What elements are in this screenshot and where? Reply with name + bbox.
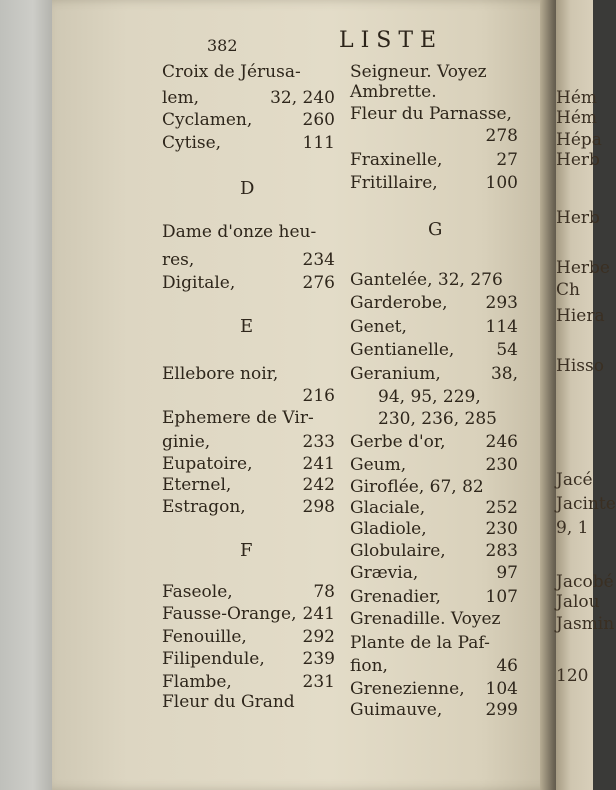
entry-pages: 100 xyxy=(485,173,518,193)
running-title: LISTE xyxy=(339,28,444,53)
entry-text: lem, xyxy=(162,88,200,108)
index-entry xyxy=(162,497,335,517)
entry-pages: 111 xyxy=(302,133,335,153)
index-entry xyxy=(162,222,335,242)
entry-pages: 32, 240 xyxy=(270,88,335,108)
adjacent-page-fragment: Jacinte xyxy=(556,494,616,514)
index-entry xyxy=(162,649,335,669)
entry-text: Plante de la Paf- xyxy=(350,633,490,653)
entry-text: Estragon, xyxy=(162,497,246,517)
entry-text: Guimauve, xyxy=(350,700,443,720)
entry-text: Filipendule, xyxy=(162,649,265,669)
adjacent-page-fragment: Hépa xyxy=(556,130,602,150)
entry-text: Gantelée, 32, 276 xyxy=(350,270,503,290)
index-entry xyxy=(162,110,335,130)
index-entry xyxy=(350,270,518,290)
entry-text: Faseole, xyxy=(162,582,233,602)
entry-pages: 241 xyxy=(302,604,335,624)
entry-text: Cytise, xyxy=(162,133,222,153)
entry-pages: 246 xyxy=(485,432,518,452)
index-entry xyxy=(350,293,518,313)
adjacent-page-fragment: Hém xyxy=(556,108,598,128)
entry-pages: 230 xyxy=(485,455,518,475)
entry-pages: 231 xyxy=(302,672,335,692)
entry-text: Fenouille, xyxy=(162,627,247,647)
index-entry xyxy=(350,104,518,124)
entry-text: Dame d'onze heu- xyxy=(162,222,317,242)
entry-text: 230, 236, 285 xyxy=(378,409,497,429)
entry-text: Fausse-Orange, xyxy=(162,604,297,624)
index-entry xyxy=(162,692,335,712)
index-entry xyxy=(162,133,335,153)
entry-text: Ellebore noir, xyxy=(162,364,279,384)
index-entry xyxy=(350,126,518,146)
entry-text: Glaciale, xyxy=(350,498,426,518)
index-entry xyxy=(162,273,335,293)
entry-pages: 114 xyxy=(485,317,518,337)
entry-pages: 283 xyxy=(485,541,518,561)
entry-pages: 299 xyxy=(485,700,518,720)
adjacent-page-fragment: Hém xyxy=(556,88,598,108)
index-entry xyxy=(162,604,335,624)
adjacent-page-fragment: Herbe xyxy=(556,258,610,278)
entry-text: Giroflée, 67, 82 xyxy=(350,477,484,497)
entry-text: Grenadier, xyxy=(350,587,441,607)
entry-text: Gentianelle, xyxy=(350,340,455,360)
entry-text: Gladiole, xyxy=(350,519,427,539)
adjacent-page-fragment: Jalou xyxy=(556,592,600,612)
index-entry xyxy=(350,633,518,653)
entry-pages: 104 xyxy=(485,679,518,699)
index-entry xyxy=(350,150,518,170)
entry-pages: 46 xyxy=(496,656,518,676)
adjacent-page-fragment: Herb xyxy=(556,208,600,228)
entry-text: Geranium, xyxy=(350,364,441,384)
entry-text: Croix de Jérusa- xyxy=(162,62,301,82)
index-entry xyxy=(350,409,518,429)
entry-pages: 252 xyxy=(485,498,518,518)
entry-pages: 216 xyxy=(302,386,335,406)
entry-text: Seigneur. Voyez xyxy=(350,62,487,82)
index-entry xyxy=(350,364,518,384)
entry-pages: 298 xyxy=(302,497,335,517)
adjacent-page-fragment: Jasmin xyxy=(556,614,615,634)
entry-text: Grenezienne, xyxy=(350,679,465,699)
entry-pages: 239 xyxy=(302,649,335,669)
entry-text: Eternel, xyxy=(162,475,232,495)
entry-pages: 38, xyxy=(490,364,518,384)
entry-text: Fleur du Parnasse, xyxy=(350,104,512,124)
entry-pages: 233 xyxy=(302,432,335,452)
adjacent-page-fragment: Jacé xyxy=(556,470,593,490)
index-entry xyxy=(350,340,518,360)
entry-text: Grenadille. Voyez xyxy=(350,609,501,629)
index-entry xyxy=(350,541,518,561)
index-entry xyxy=(350,679,518,699)
entry-text: Garderobe, xyxy=(350,293,448,313)
index-entry xyxy=(350,455,518,475)
entry-pages: 27 xyxy=(496,150,518,170)
index-entry xyxy=(350,700,518,720)
index-entry xyxy=(350,173,518,193)
entry-text: fion, xyxy=(350,656,388,676)
index-entry xyxy=(162,386,335,406)
index-entry xyxy=(162,672,335,692)
entry-pages: 230 xyxy=(485,519,518,539)
section-letter: D xyxy=(240,178,255,199)
entry-pages: 278 xyxy=(485,126,518,146)
index-entry xyxy=(350,317,518,337)
entry-text: Gerbe d'or, xyxy=(350,432,446,452)
entry-text: 94, 95, 229, xyxy=(378,387,481,407)
entry-text: Eupatoire, xyxy=(162,454,253,474)
adjacent-page-fragment: Herb xyxy=(556,150,600,170)
index-entry xyxy=(162,582,335,602)
entry-pages: 234 xyxy=(302,250,335,270)
entry-pages: 292 xyxy=(302,627,335,647)
entry-text: Fritillaire, xyxy=(350,173,438,193)
index-entry xyxy=(162,475,335,495)
adjacent-page-fragment: Hiera xyxy=(556,306,605,326)
entry-pages: 293 xyxy=(485,293,518,313)
entry-text: Ephemere de Vir- xyxy=(162,408,314,428)
index-entry xyxy=(350,82,518,102)
index-entry xyxy=(162,408,335,428)
entry-text: Digitale, xyxy=(162,273,236,293)
index-entry xyxy=(162,364,335,384)
index-entry xyxy=(350,656,518,676)
index-entry xyxy=(350,387,518,407)
entry-text: Globulaire, xyxy=(350,541,446,561)
page-number: 382 xyxy=(207,36,238,55)
entry-pages: 54 xyxy=(496,340,518,360)
index-entry xyxy=(350,587,518,607)
section-letter: F xyxy=(240,540,253,561)
index-entry xyxy=(350,62,518,82)
adjacent-page-fragment: Ch xyxy=(556,280,580,300)
index-entry xyxy=(350,432,518,452)
entry-pages: 107 xyxy=(485,587,518,607)
index-entry xyxy=(162,88,335,108)
background-left xyxy=(0,0,60,790)
index-entry xyxy=(162,627,335,647)
adjacent-page xyxy=(556,0,616,790)
index-entry xyxy=(162,250,335,270)
entry-pages: 242 xyxy=(302,475,335,495)
adjacent-page-fragment: Jacobé xyxy=(556,572,614,592)
entry-text: Cyclamen, xyxy=(162,110,253,130)
entry-text: Flambe, xyxy=(162,672,232,692)
page-header xyxy=(207,28,587,56)
entry-text: Geum, xyxy=(350,455,407,475)
index-entry xyxy=(350,519,518,539)
index-entry xyxy=(350,609,518,629)
entry-pages: 78 xyxy=(313,582,335,602)
index-entry xyxy=(162,432,335,452)
entry-pages: 260 xyxy=(302,110,335,130)
entry-text: ginie, xyxy=(162,432,211,452)
entry-text: res, xyxy=(162,250,195,270)
section-letter: G xyxy=(428,219,443,240)
index-entry xyxy=(350,563,518,583)
entry-text: Ambrette. xyxy=(350,82,437,102)
index-entry xyxy=(162,454,335,474)
section-letter: E xyxy=(240,316,254,337)
entry-pages: 241 xyxy=(302,454,335,474)
adjacent-page-fragment: Hisso xyxy=(556,356,604,376)
index-entry xyxy=(350,477,518,497)
entry-pages: 97 xyxy=(496,563,518,583)
adjacent-page-fragment: 120 xyxy=(556,666,589,686)
entry-text: Fleur du Grand xyxy=(162,692,295,712)
entry-text: Fraxinelle, xyxy=(350,150,443,170)
entry-pages: 276 xyxy=(302,273,335,293)
index-entry xyxy=(350,498,518,518)
adjacent-page-fragment: 9, 1 xyxy=(556,518,589,538)
entry-text: Genet, xyxy=(350,317,407,337)
index-entry xyxy=(162,62,335,82)
entry-text: Grævia, xyxy=(350,563,419,583)
